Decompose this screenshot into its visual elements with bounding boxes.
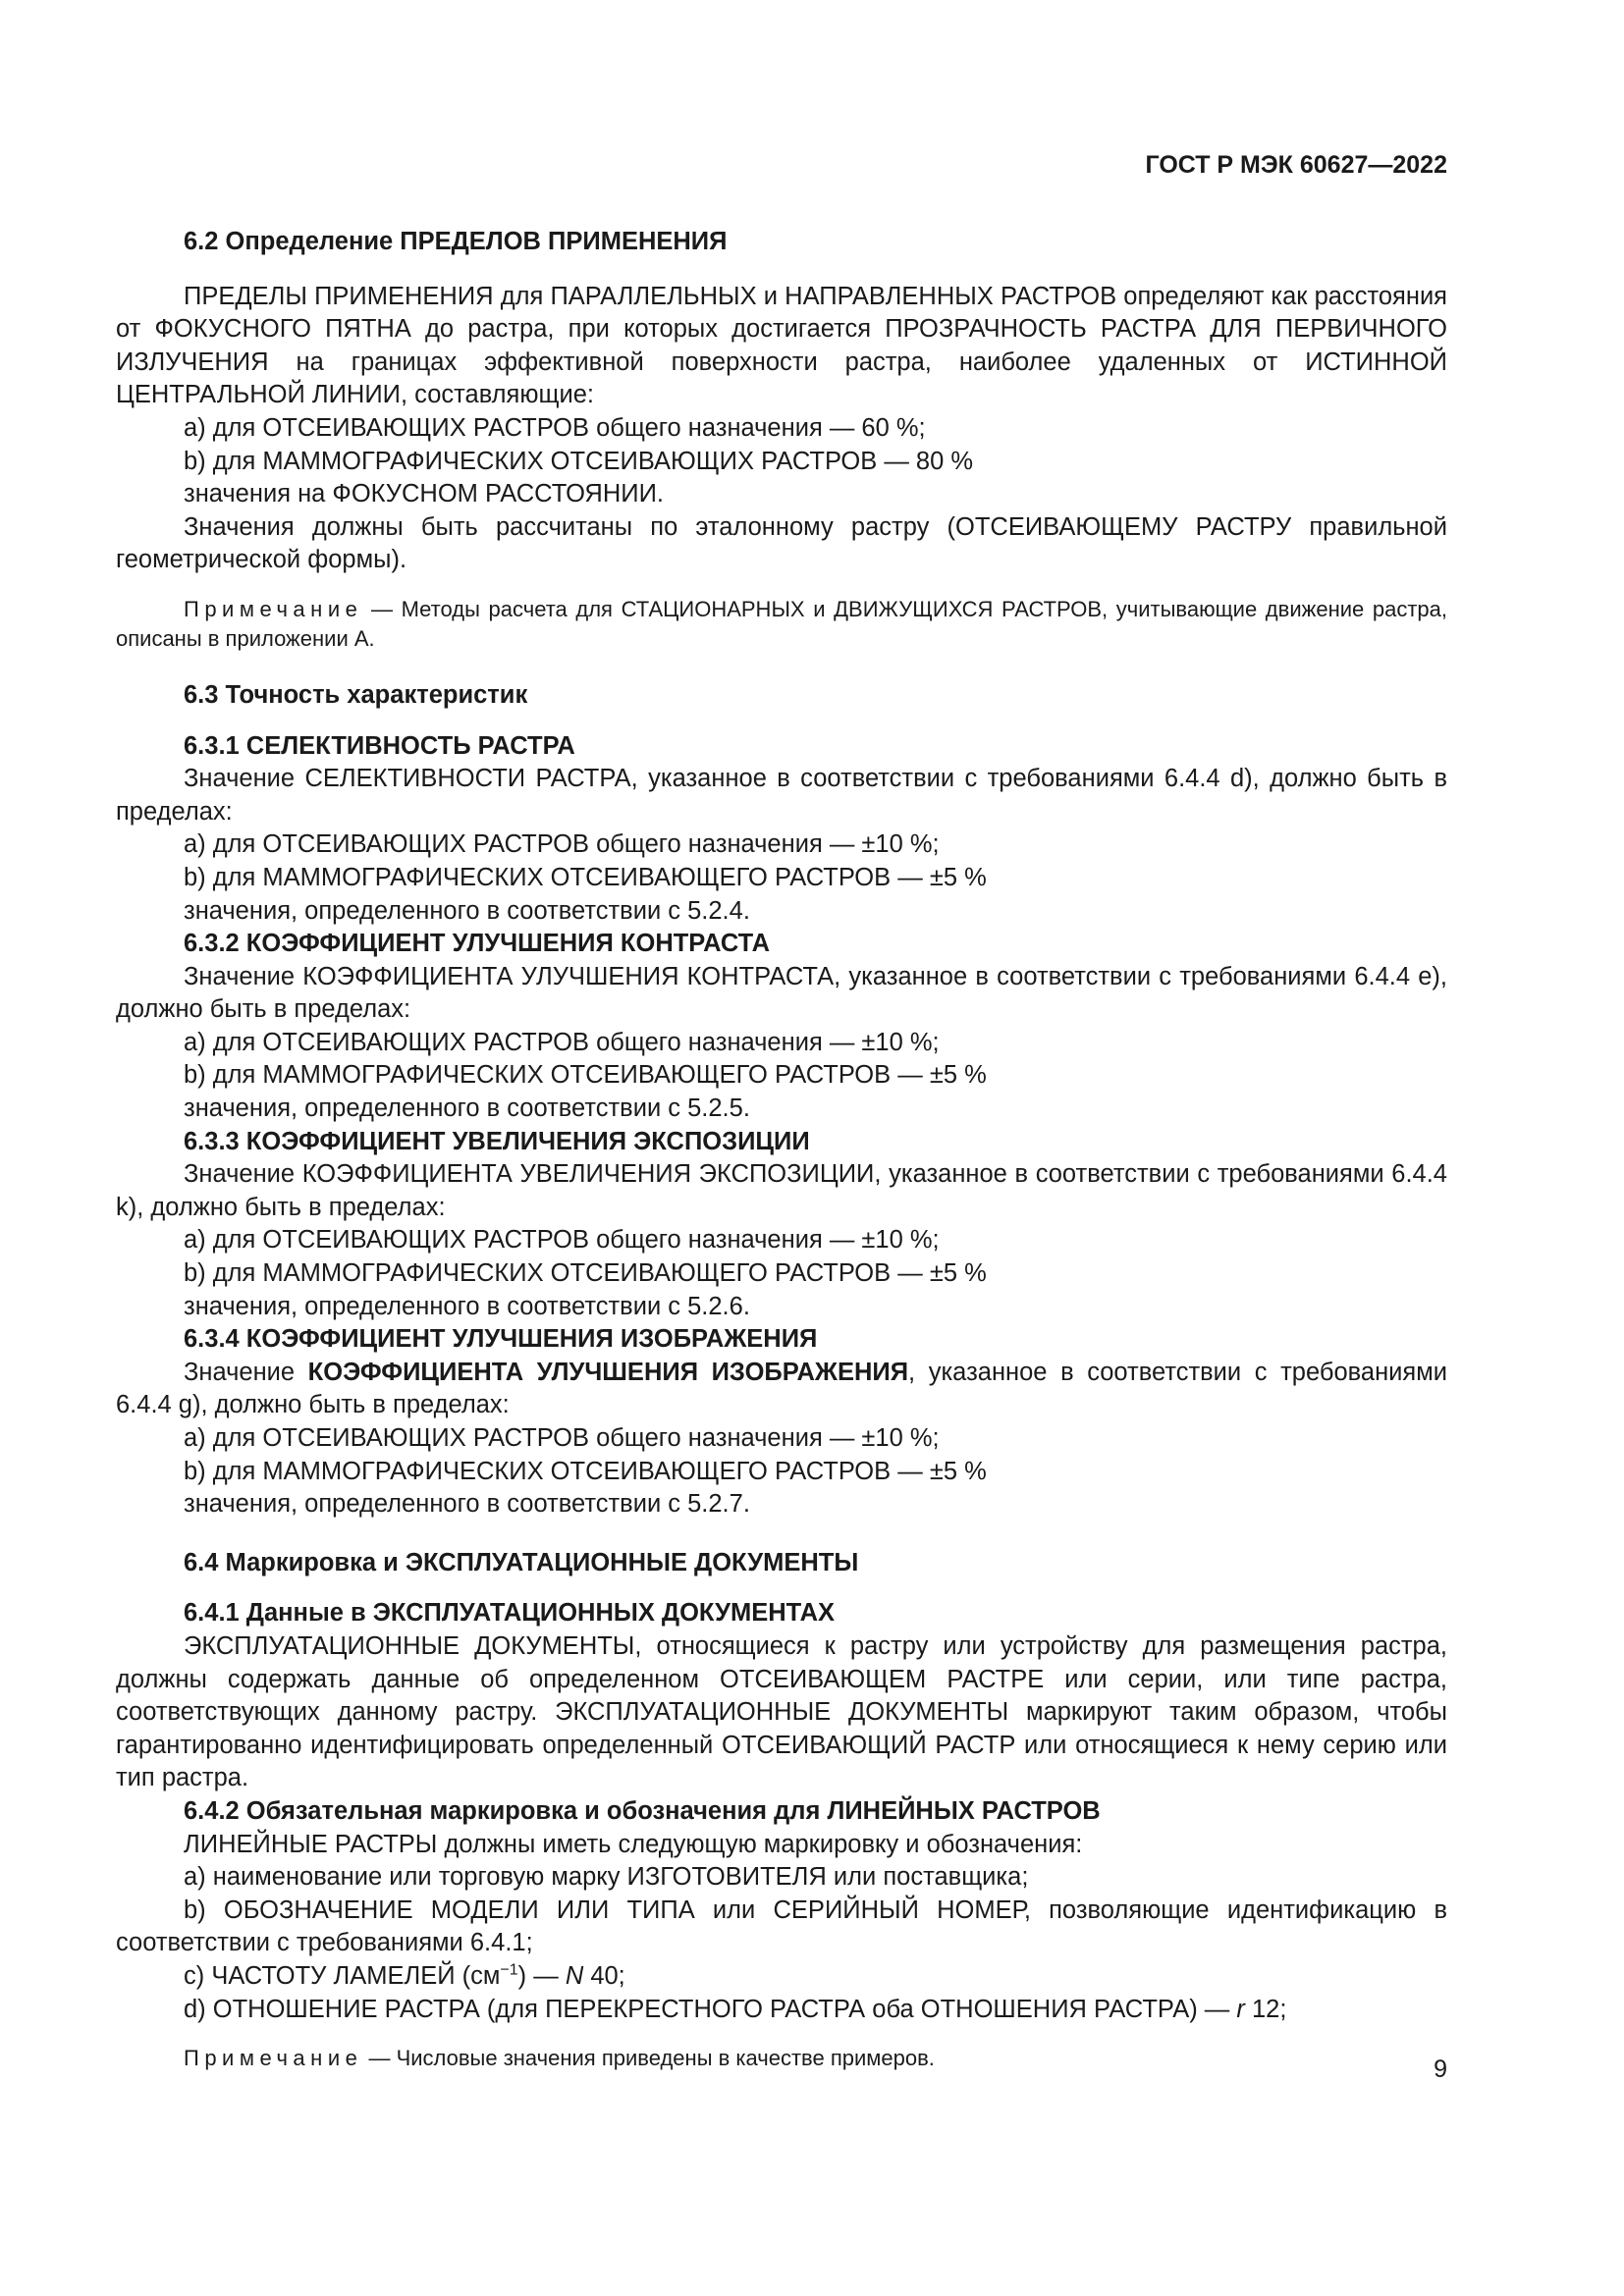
section-6-3-title: 6.3 Точность характеристик: [184, 680, 528, 709]
section-6-4-2-item-c: [116, 1960, 1447, 1994]
section-6-2-paragraph: ПРЕДЕЛЫ ПРИМЕНЕНИЯ для ПАРАЛЛЕЛЬНЫХ и НАПРАВЛЕННЫХ РАСТРОВ определяют как расстояния от ФОКУСНОГО ПЯТНА до растра, при которых достигается ПРОЗРАЧНОСТЬ РАСТРА ДЛЯ ПЕРВИЧНОГО ИЗЛУЧЕНИЯ на границах эффективной поверхности растра, наиболее удаленных от ИСТИННОЙ ЦЕНТРАЛЬНОЙ ЛИНИИ, составляющие:: [116, 282, 1447, 409]
section-6-3-4-item-a: a) для ОТСЕИВАЮЩИХ РАСТРОВ общего назначения — ±10 %;: [184, 1424, 940, 1452]
section-6-3-2-tail: значения, определенного в соответствии с 5.2.5.: [184, 1095, 750, 1123]
section-6-3-3-item-b: b) для МАММОГРАФИЧЕСКИХ ОТСЕИВАЮЩЕГО РАСТРОВ — ±5 %: [184, 1259, 987, 1288]
page-number: 9: [1434, 2056, 1447, 2083]
section-6-3-3-tail: значения, определенного в соответствии с 5.2.6.: [184, 1292, 750, 1320]
section-6-4-title: 6.4 Маркировка и ЭКСПЛУАТАЦИОННЫЕ ДОКУМЕНТЫ: [184, 1548, 859, 1576]
paragraph-text: , указанное в соответствии с требованиями 6.4.4 g), должно быть в пределах:: [116, 1358, 1447, 1419]
section-6-2-item-a: a) для ОТСЕИВАЮЩИХ РАСТРОВ общего назначения — 60 %;: [184, 413, 926, 442]
section-6-3-3-paragraph: Значение КОЭФФИЦИЕНТА УВЕЛИЧЕНИЯ ЭКСПОЗИЦИИ, указанное в соответствии с требованиями 6.4.4 k), должно быть в пределах:: [116, 1160, 1447, 1221]
symbol: N: [565, 1961, 584, 1990]
section-6-4-2-title: 6.4.2 Обязательная маркировка и обозначения для ЛИНЕЙНЫХ РАСТРОВ: [184, 1796, 1101, 1825]
section-6-3-4-item-b: b) для МАММОГРАФИЧЕСКИХ ОТСЕИВАЮЩЕГО РАСТРОВ — ±5 %: [184, 1457, 987, 1485]
section-6-3-2-title: 6.3.2 КОЭФФИЦИЕНТ УЛУЧШЕНИЯ КОНТРАСТА: [184, 930, 771, 958]
section-6-4-2-note: [116, 2044, 1447, 2073]
document-code-header: ГОСТ Р МЭК 60627—2022: [1145, 151, 1447, 179]
section-6-3-1-paragraph: Значение СЕЛЕКТИВНОСТИ РАСТРА, указанное в соответствии с требованиями 6.4.4 d), должно быть в пределах:: [116, 765, 1447, 826]
section-6-3-1-title: 6.3.1 СЕЛЕКТИВНОСТЬ РАСТРА: [184, 731, 575, 760]
section-6-4-2-item-d: [116, 1994, 1447, 2027]
symbol: r: [1236, 1995, 1245, 2023]
note-text: — Числовые значения приведены в качестве примеров.: [362, 2046, 935, 2071]
section-6-3-2-paragraph: Значение КОЭФФИЦИЕНТА УЛУЧШЕНИЯ КОНТРАСТА, указанное в соответствии с требованиями 6.4.4 e), должно быть в пределах:: [116, 962, 1447, 1024]
note-label: Примечание: [184, 596, 363, 621]
item-text: c) ЧАСТОТУ ЛАМЕЛЕЙ (см: [184, 1961, 501, 1990]
section-6-4-1-title: 6.4.1 Данные в ЭКСПЛУАТАЦИОННЫХ ДОКУМЕНТАХ: [184, 1599, 836, 1628]
section-6-3-4-paragraph: [116, 1357, 1447, 1422]
section-6-3-4-tail: значения, определенного в соответствии с 5.2.7.: [184, 1490, 750, 1519]
section-6-3-3-title: 6.3.3 КОЭФФИЦИЕНТ УВЕЛИЧЕНИЯ ЭКСПОЗИЦИИ: [184, 1127, 810, 1155]
note-label: Примечание: [184, 2046, 363, 2071]
section-6-2-item-b: b) для МАММОГРАФИЧЕСКИХ ОТСЕИВАЮЩИХ РАСТРОВ — 80 %: [184, 447, 974, 475]
section-6-3-1-item-b: b) для МАММОГРАФИЧЕСКИХ ОТСЕИВАЮЩЕГО РАСТРОВ — ±5 %: [184, 863, 987, 891]
section-6-2-note: [116, 595, 1447, 654]
section-6-4-1-paragraph: ЭКСПЛУАТАЦИОННЫЕ ДОКУМЕНТЫ, относящиеся к растру или устройству для размещения растра, должны содержать данные об определенном ОТСЕИВАЮЩЕМ РАСТРЕ или серии, или типе растра, соответствующих данному растру. ЭКСПЛУАТАЦИОННЫЕ ДОКУМЕНТЫ маркируют таким образом, чтобы гарантированно идентифицировать определенный ОТСЕИВАЮЩИЙ РАСТР или относящиеся к нему серию или тип растра.: [116, 1631, 1447, 1792]
section-6-4-2-item-b: b) ОБОЗНАЧЕНИЕ МОДЕЛИ ИЛИ ТИПА или СЕРИЙНЫЙ НОМЕР, позволяющие идентификацию в соответствии с требованиями 6.4.1;: [116, 1896, 1447, 1957]
section-6-3-2-item-b: b) для МАММОГРАФИЧЕСКИХ ОТСЕИВАЮЩЕГО РАСТРОВ — ±5 %: [184, 1061, 987, 1090]
section-6-3-3-item-a: a) для ОТСЕИВАЮЩИХ РАСТРОВ общего назначения — ±10 %;: [184, 1226, 940, 1255]
note-text: — Методы расчета для СТАЦИОНАРНЫХ и ДВИЖУЩИХСЯ РАСТРОВ, учитывающие движение растра, описаны в приложении А.: [116, 596, 1447, 651]
section-6-2-tail: значения на ФОКУСНОМ РАССТОЯНИИ.: [184, 480, 664, 508]
section-6-3-1-tail: значения, определенного в соответствии с 5.2.4.: [184, 896, 750, 925]
section-6-4-2-item-a: a) наименование или торговую марку ИЗГОТОВИТЕЛЯ или поставщика;: [184, 1863, 1029, 1892]
paragraph-text: Значение: [184, 1358, 308, 1386]
section-6-3-4-title: 6.3.4 КОЭФФИЦИЕНТ УЛУЧШЕНИЯ ИЗОБРАЖЕНИЯ: [184, 1325, 818, 1354]
document-body: [116, 226, 1447, 2073]
emphasized-term: КОЭФФИЦИЕНТА УЛУЧШЕНИЯ ИЗОБРАЖЕНИЯ: [307, 1358, 909, 1386]
item-text: 12;: [1244, 1995, 1287, 2023]
item-text: 40;: [583, 1961, 625, 1990]
section-6-2-paragraph-2: Значения должны быть рассчитаны по эталонному растру (ОТСЕИВАЮЩЕМУ РАСТРУ правильной геометрической формы).: [116, 512, 1447, 574]
section-6-4-2-paragraph: ЛИНЕЙНЫЕ РАСТРЫ должны иметь следующую маркировку и обозначения:: [184, 1830, 1083, 1858]
section-6-3-1-item-a: a) для ОТСЕИВАЮЩИХ РАСТРОВ общего назначения — ±10 %;: [184, 830, 940, 859]
section-6-2-title: 6.2 Определение ПРЕДЕЛОВ ПРИМЕНЕНИЯ: [184, 228, 728, 255]
item-text: d) ОТНОШЕНИЕ РАСТРА (для ПЕРЕКРЕСТНОГО РАСТРА оба ОТНОШЕНИЯ РАСТРА) —: [184, 1995, 1237, 2023]
superscript: −1: [500, 1961, 518, 1979]
section-6-3-2-item-a: a) для ОТСЕИВАЮЩИХ РАСТРОВ общего назначения — ±10 %;: [184, 1028, 940, 1056]
item-text: ) —: [517, 1961, 566, 1990]
